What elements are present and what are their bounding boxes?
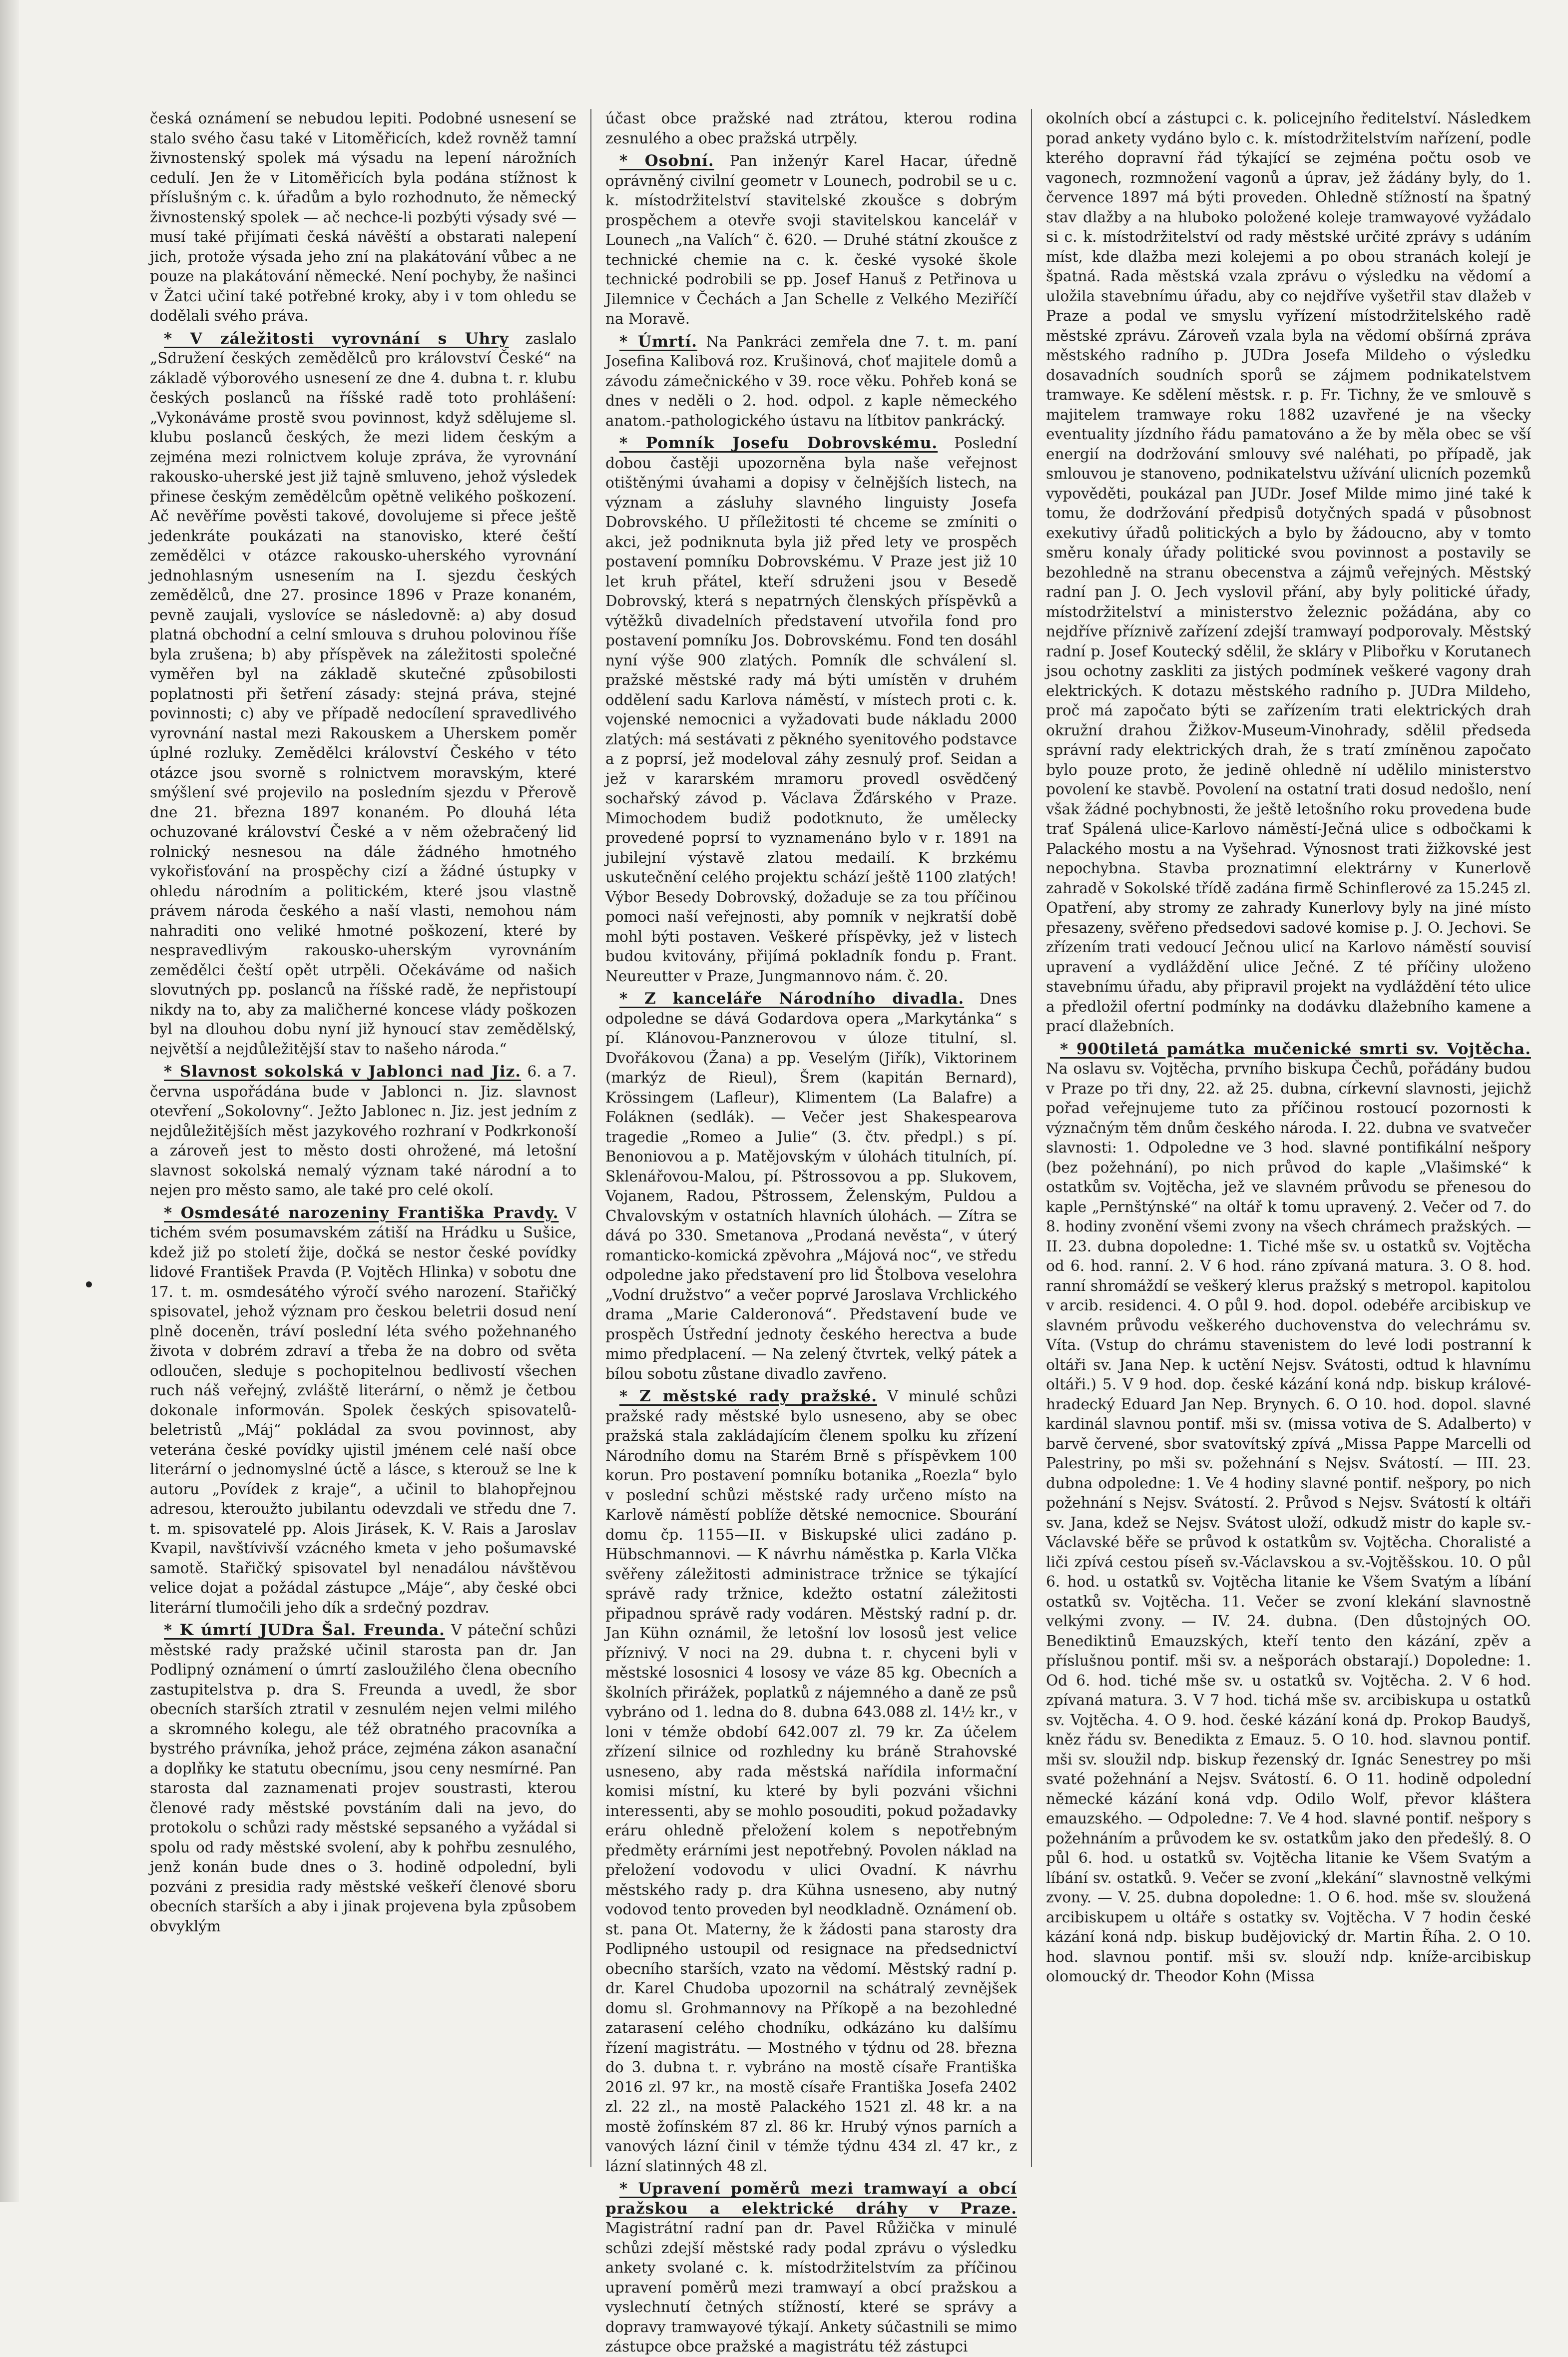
article-heading: * Osmdesáté narozeniny Františka Pravdy. [164,1203,559,1222]
article-text: Na oslavu sv. Vojtěcha, prvního biskupa Čechů, pořádány budou v Praze po tři dny, 22. až 25. dubna, církevní slavnosti, jejichž pořad veřejnujeme tuto za příčinou rostoucí pozornosti k význačným těm dnům českého národa. I. 22. dubna ve svatvečer slavnosti: 1. Odpoledne ve 3 hod. slavné pontifikální nešpory (bez požehnání), po nich průvod do kaple „Vlašimské“ k ostatkům sv. Vojtěcha, jež ve slavném průvodu se přenesou do kaple „Pernštýnské“ na oltář k tomu upravený. 2. Večer od 7. do 8. hodiny zvonění všemi zvony na všech chrámech pražských. — II. 23. dubna dopoledne: 1. Tiché mše sv. u ostatků sv. Vojtěcha od 6. hod. ranní. 2. V 6 hod. ráno zpívaná matura. 3. O 8. hod. ranní shromáždí se veškerý klerus pražský s metropol. kapitolou v arcib. residenci. 4. O půl 9. hod. dopol. odebéře arcibiskup ve slavném průvodu veškerého duchovenstva do velechrámu sv. Víta. (Vstup do chrámu stavenistem do levé lodi postranní k oltáři sv. Jana Nep. k uctění Nejsv. Svátosti, odtud k hlavnímu oltáři.) 5. V 9 hod. dop. české kázání koná ndp. biskup králové-hradecký Eduard Jan Nep. Brynych. 6. O 10. hod. dopol. slavné kardinál slavnou pontif. mši sv. (missa votiva de S. Adalberto) v barvě červené, sbor svatovítský zpívá „Missa Pappe Marcelli od Palestriny, po mši sv. požehnání s Nejsv. Svátostí. — III. 23. dubna odpoledne: 1. Ve 4 hodiny slavné pontif. nešpory, po nich požehnání s Nejsv. Svátostí. 2. Průvod s Nejsv. Svátostí k oltáři sv. Jana, kdež se Nejsv. Svátost uloží, odkudž mistr do kaple sv.-Václavské běře se průvod k ostatkům sv. Vojtěcha. Choralisté a liči zpívá cestou píseň sv.-Václavskou a sv.-Vojtěšskou. 10. O půl 6. hod. u ostatků sv. Vojtěcha litanie ke Všem Svatým a líbání ostatků sv. Vojtěcha. 11. Večer se zvoní klekání slavnostně velkými zvony. — IV. 24. dubna. (Den důstojných OO. Benediktinů Emauzských, kteří tento den kázání, zpěv a příslušnou pontif. mši sv. a nešporách obstarají.) Dopoledne: 1. Od 6. hod. tiché mše sv. u ostatků sv. Vojtěcha. 2. V 6 hod. zpívaná matura. 3. V 7 hod. tichá mše sv. arcibiskupa u ostatků sv. Vojtěcha. 4. O 9. hod. české kázání koná dp. Prokop Baudyš, kněz řádu sv. Benedikta z Emauz. 5. O 10. hod. slavnou pontif. mši sv. sloužil ndp. biskup řezenský dr. Ignác Senestrey po mši svaté požehnání a Nejsv. Svátostí. 6. O 11. hodině odpolední německé kázání koná vdp. Odilo Wolf, převor kláštera emauzského. — Odpoledne: 7. Ve 4 hod. slavné pontif. nešpory s požehnáním a průvodem ke sv. ostatkům jako den předešlý. 8. O půl 6. hod. u ostatků sv. Vojtěcha litanie ke Všem Svatým a líbání sv. ostatků. 9. Večer se zvoní „klekání“ slavnostně velkými zvony. — V. 25. dubna dopoledne: 1. O 6. hod. mše sv. sloužená arcibiskupem u oltáře s ostatky sv. Vojtěcha. V 7 hodin české kázání koná ndp. biskup budějovický dr. Martin Říha. 2. O 10. hod. slavnou pontif. mši sv. slouží ndp. kníže-arcibiskup olomoucký dr. Theodor Kohn (Missa [1046,1060,1531,1985]
article-paragraph [150,1621,576,1936]
article-paragraph [605,989,1017,1384]
article-heading: * Z kanceláře Národního divadla. [619,990,965,1008]
article-paragraph [605,332,1017,431]
article-paragraph [605,2179,1017,2357]
column-2 [590,109,1031,2355]
article-heading: * Z městské rady pražské. [619,1387,878,1405]
newspaper-columns [150,109,1531,2355]
article-heading: * 900tiletá památka mučenické smrti sv. Vojtěcha. [1060,1040,1531,1058]
article-heading: * Slavnost sokolská v Jablonci nad Jiz. [164,1063,522,1081]
article-text: česká oznámení se nebudou lepiti. Podobné usnesení se stalo svého času také v Litoměřicích, kdež rovněž tamní živnostenský spolek má výsadu na lepení nárožních cedulí. Jen že v Litoměřicích byla podána stížnost k příslušným c. k. úřadům a bylo rozhodnuto, že německý živnostenský spolek — ač nechce-li pozbýti výsady své — musí také přijímati česká návěští a obstarati nalepení jich, protože výsada jeho zní na plakátování vůbec a ne pouze na plakátování německé. Není pochyby, že našinci v Žatci učiní také potřebné kroky, aby i v tom ohledu se dodělali svého práva. [150,110,576,324]
article-text: Magistrátní radní pan dr. Pavel Růžička v minulé schůzi zdejší městské rady podal zprávu o výsledku ankety svolané c. k. místodržitelstvím za příčinou upravení poměrů mezi tramwayí a obcí pražskou a vyslechnutí četných stížností, které se správy a dopravy tramwayové týkají. Ankety súčastnili se mimo zástupce obce pražské a magistrátu též zástupci [605,2220,1017,2355]
column-3 [1031,109,1531,2167]
article-heading: * K úmrtí JUDra Šal. Freunda. [164,1621,445,1639]
article-paragraph [605,434,1017,986]
article-text: zaslalo „Sdružení českých zemědělců pro království České“ na základě výborového usnesení ze dne 4. dubna t. r. klubu českých poslanců na říšské radě toto prohlášení: „Vykonáváme prostě svou povinnost, když sdělujeme sl. klubu poslanců českých, že mezi lidem českým a zejména mezi rolnictvem koluje zpráva, že vyrovnání rakousko-uherské jest již tajně smluveno, jehož výsledek přinese českým zemědělcům opětně velikého poškození. Ač nevěříme pověsti takové, dovolujeme si přece ještě jedenkráte poukázati na stanovisko, které čeští zemědělci v otázce rakousko-uherského vyrovnání jednohlasným usnesením na I. sjezdu českých zemědělců, dne 27. prosince 1896 v Praze konaném, pevně zaujali, vyslovíce se následovně: a) aby dosud platná obchodní a celní smlouva s druhou polovinou říše byla zrušena; b) aby příspěvek na záležitosti společné vyměřen byl na základě skutečné způsobilosti poplatnosti při šetření zásady: stejná práva, stejné povinnosti; c) aby ve případě nedocílení spravedlivého vyrovnání nastal mezi Rakouskem a Uherskem poměr úplné rozluky. Zemědělci království Českého v této otázce jsou svorně s rolnictvem moravským, které smýšlení své projevilo na posledním sjezdu v Přerově dne 21. března 1897 konaném. Po dlouhá léta ochuzované království České a v něm ožebračený lid rolnický nesnesou na dále žádného hmotného vykořisťování na prospěchy cizí a žádné ústupky v ohledu národním a politickém, které jsou vlastně právem národa českého a naší vlasti, nemohou nám nahraditi ono veliké hmotné poškození, které by nespravedlivým rakousko-uherským vyrovnáním zemědělci čeští opět utrpěli. Očekáváme od našich slovutných pp. poslanců na říšské radě, že nepřistoupí nikdy na to, aby za maličherné koncese vlády poškozen byl na dlouhou dobu nyní již hynoucí stav zemědělský, největší a nejdůležitější stav to našeho národa.“ [150,330,576,1058]
article-text: Pan inženýr Karel Hacar, úředně oprávněný civilní geometr v Lounech, podrobil se u c. k. místodržitelství stavitelské zkoušce s dobrým prospěchem a otevře svoji stavitelskou kancelář v Lounech „na Valích“ č. 620. — Druhé státní zkoušce z technické chemie na c. k. české vysoké škole technické podrobili se pp. Josef Hanuš z Petřinova u Jilemnice v Čechách a Jan Schelle z Velkého Meziříčí na Moravě. [605,152,1017,327]
article-heading: * Úmrtí. [619,332,698,351]
article-heading: * Upravení poměrů mezi tramwayí a obcí pražskou a elektrické dráhy v Praze. [605,2180,1017,2218]
article-text: V páteční schůzi městské rady pražské učinil starosta pan dr. Jan Podlipný oznámení o úmrtí zasloužilého člena obecního zastupitelstva p. dra S. Freunda a uvedl, že sbor obecních starších ztratil v zesnulém nejen velmi milého a skromného kolegu, ale též obratného pracovníka a bystrého právníka, jehož práce, zejména zákon asanační a doplňky ke statutu obecnímu, jsou ceny nesmírné. Pan starosta dal zaznamenati projev soustrasti, kterou členové rady městské povstáním dali na jevo, do protokolu o schůzi rady městské sepsaného a vyžádal si spolu od rady městské svolení, aby k pohřbu zesnulého, jenž konán bude dnes o 3. hodině odpolední, byli pozváni z presidia rady městské veškeří členové sboru obecních starších a aby i jinak projevena byla způsobem obvyklým [150,1622,576,1935]
article-paragraph [150,329,576,1060]
article-paragraph [1046,109,1531,1037]
article-text: Dnes odpoledne se dává Godardova opera „Markytánka“ s pí. Klánovou-Panznerovou v úloze titulní, sl. Dvořákovou (Žana) a pp. Veselým (Jiřík), Viktorinem (markýz de Rieul), Šrem (kapitán Bernard), Krössingem (Lafleur), Klimentem (La Balafre) a Foláknen (sedlák). — Večer jest Shakespearova tragedie „Romeo a Julie“ (3. čtv. předpl.) s pí. Benoniovou a p. Matějovským v úlohách titulních, pí. Sklenářovou-Malou, pí. Pštrossovou a pp. Slukovem, Vojanem, Radou, Pštrossem, Želenským, Puldou a Chvalovským v ostatních hlavních úlohách. — Zítra se dává po 330. Smetanova „Prodaná nevěsta“, v úterý romanticko-komická zpěvohra „Májová noc“, ve středu odpoledne jako představení pro lid Štolbova veselohra „Vodní družstvo“ a večer poprvé Jaroslava Vrchlického drama „Marie Calderonová“. Představení bude ve prospěch Ústřední jednoty českého herectva a bude mimo předplacení. — Na zelený čtvrtek, velký pátek a bílou sobotu zůstane divadlo zavřeno. [605,990,1017,1382]
article-paragraph [605,151,1017,329]
article-text: V minulé schůzi pražské rady městské bylo usneseno, aby se obec pražská stala zakládajícím členem spolku ku zřízení Národního domu na Starém Brně s příspěvkem 100 korun. Pro postavení pomníku botanika „Roezla“ bylo v poslední schůzi městské rady určeno místo na Karlově náměstí poblíže dětské nemocnice. Sbourání domu čp. 1155—II. v Biskupské ulici zadáno p. Hübschmannovi. — K návrhu náměstka p. Karla Vlčka svěřeny záležitosti administrace tržnice se týkající správě rady tržnice, kdežto ostatní záležitosti připadnou správě rady vodáren. Městský radní p. dr. Jan Kühn oznámil, že letošní lov lososů jest velice příznivý. V noci na 29. dubna t. r. chyceni byli v městské lososnici 4 lososy ve váze 85 kg. Obecních a školních přirážek, poplatků z nájemného a daně ze psů vybráno od 1. ledna do 8. dubna 643.088 zl. 14½ kr., v loni v témže období 642.007 zl. 79 kr. Za účelem zřízení silnice od rozhledny ku bráně Strahovské usneseno, aby rada městská nařídila informační komisi místní, ku které by byli pozváni všichni interessenti, aby se mohlo posouditi, pokud požadavky eráru ohledně přeložení kolem s nepotřebným předměty erárními jest nepotřebný. Povolen náklad na přeložení vodovodu v ulici Ovadní. K návrhu městského rady p. dra Kühna usneseno, aby nutný vodovod tento proveden byl neodkladně. Oznámení ob. st. pana Ot. Materny, že k žádosti pana starosty dra Podlipného ustoupil od resignace na předsednictví obecního starších, vzato na vědomí. Městský radní p. dr. Karel Chudoba upozornil na schátralý zevnějšek domu sl. Grohmannovy na Příkopě a na bezohledné zatarasení celého chodníku, odkázáno ku dalšímu řízení magistrátu. — Mostného v týdnu od 28. března do 3. dubna t. r. vybráno na mostě císaře Františka 2016 zl. 97 kr., na mostě císaře Františka Josefa 2402 zl. 22 zl., na mostě Palackého 1521 zl. 48 kr. a na mostě žofínském 87 zl. 86 kr. Hrubý výnos parních a vanových lázní činil v témže týdnu 434 zl. 47 kr., z lázní slatinných 48 zl. [605,1388,1017,2175]
article-text: Poslední dobou častěji upozorněna byla naše veřejnost otištěnými úvahami a dopisy v čelnějších listech, na význam a zásluhy slavného linguisty Josefa Dobrovského. U příležitosti té chceme se zmíniti o akci, jež podniknuta byla již před lety ve prospěch postavení pomníku Dobrovskému. V Praze jest již 10 let kruh přátel, kteří sdruženi jsou v Besedě Dobrovský, která s nepatrných členských příspěvků a výtěžků divadelních představení utvořila fond pro postavení pomníku Jos. Dobrovskému. Fond ten dosáhl nyní výše 900 zlatých. Pomník dle schválení sl. pražské městské rady má býti umístěn v druhém oddělení sadu Karlova náměstí, v místech proti c. k. vojenské nemocnici a vyžadovati bude nákladu 2000 zlatých: má sestávati z pěkného syenitového podstavce a z poprsí, jež modeloval záhy zesnulý prof. Seidan a jež v kararském mramoru provedl osvědčený sochařský závod p. Václava Žďárského v Praze. Mimochodem budiž podotknuto, že umělecky provedené poprsí to vyznamenáno bylo v r. 1891 na jubilejní výstavě zlatou medailí. K brzkému uskutečnění celého projektu schází ještě 1100 zlatých! Výbor Besedy Dobrovský, dožaduje se za tou příčinou pomoci naší veřejnosti, aby pomník v nejkratší době mohl býti postaven. Veškeré příspěvky, jež v listech budou kvitovány, přijímá pokladník fondu p. Frant. Neureutter v Praze, Jungmannovo nám. č. 20. [605,435,1017,985]
article-text: účast obce pražské nad ztrátou, kterou rodina zesnulého a obec pražská utrpěly. [605,110,1017,147]
article-paragraph [150,109,576,326]
page-edge [0,0,19,2202]
article-paragraph [150,1203,576,1618]
article-heading: * Pomník Josefu Dobrovskému. [619,434,938,452]
column-1 [150,109,590,2167]
article-paragraph [150,1062,576,1200]
article-paragraph [605,109,1017,148]
article-heading: * V záležitosti vyrovnání s Uhry [164,329,509,348]
article-paragraph [1046,1040,1531,1987]
article-text: V tichém svém posumavském zátiší na Hrádku u Sušice, kdež již po století žije, dočká se nestor české povídky lidové František Pravda (P. Vojtěch Hlinka) v sobotu dne 17. t. m. osmdesátého výročí svého narození. Stařičký spisovatel, jehož význam pro českou beletrii dosud není plně doceněn, tráví poslední léta svého požehnaného života v dobrém zdraví a třeba že na dobro od světa odloučen, sleduje s pochopitelnou bedlivostí všechen ruch náš veřejný, zvláště literární, o němž je četbou dokonale informován. Spolek českých spisovatelů-beletristů „Máj“ pokládal za svou povinnost, aby veterána české povídky ujistil jménem celé naší obce literární o jednomyslné úctě a lásce, s kterouž se lne k autoru „Povídek z kraje“, a učinil to blahopřejnou adresou, kteroužto jubilantu odevzdali ve středu dne 7. t. m. spisovatelé pp. Alois Jirásek, K. V. Rais a Jaroslav Kvapil, navštívivší vzácného kmeta v jeho pošumavské samotě. Stařičký spisovatel byl nenadálou návštěvou velice dojat a požádal zástupce „Máje“, aby české obci literární tlumočili jeho dík a srdečný pozdrav. [150,1204,576,1616]
article-text: 6. a 7. června uspořádána bude v Jablonci n. Jiz. slavnost otevření „Sokolovny“. Ježto Jablonec n. Jiz. jest jedním z nejdůležitějších měst jazykového rozhraní v Podkrkonoší a zároveň jest to město dosti ohrožené, má letošní slavnost sokolská nemalý význam také národní a to nejen pro město samo, ale také pro celé okolí. [150,1063,576,1198]
article-text: okolních obcí a zástupci c. k. policejního ředitelství. Následkem porad ankety vydáno bylo c. k. místodržitelstvím nařízení, podle kterého dopravní řád týkající se zejména počtu osob ve vagonech, rozmnožení vagonů a úprav, jež žádány byly, do 1. července 1897 má býti proveden. Ohledně stížností na špatný stav dlažby a na hluboko položené koleje tramwayové vyžádalo si c. k. místodržitelství od rady městské určité zprávy s udáním míst, kde dlažba mezi kolejemi a po obou stranách kolejí je špatná. Rada městská vzala zprávu o výsledku na vědomí a uložila stavebnímu úřadu, aby co nejdříve vyšetřil stav dlažeb v Praze a podal ve smyslu vyřízení místodržitelského radě městské zprávu. Zároveň vzala byla na vědomí obšírná zpráva městského radního p. JUDra Josefa Mildeho o výsledku dosavadních soudních sporů se zájmem podnikatelstvem tramwaye. Ke sdělení městsk. r. p. Fr. Tichny, že ve smlouvě s majitelem tramwaye roku 1882 uzavřené je na všecky eventuality jízdního řádu pamatováno a že by měla obec se vší energií na dodržování smlouvy své naléhati, po případě, jak smlouvou je stanoveno, podnikatelstvu užívání ulicních pozemků vypověděti, poukázal pan JUDr. Josef Milde mimo jiné také k tomu, že dodržování předpisů dotyčných spadá v působnost exekutivy úřadů politických a bylo by žádoucno, aby v tomto směru konaly úřady politické svou povinnost a postavily se bezohledně na stranu obecenstva a zájmů veřejných. Městský radní pan J. O. Jech vyslovil přání, aby byly politické úřady, místodržitelství a ministerstvo železnic požádána, aby co nejdříve příznivě zařízení zdejší tramwayí podporovaly. Městský radní p. Josef Koutecký sdělil, že skláry v Plibořku v Korutanech jsou ochotny zaskliti za jistých podmínek veškeré vagony drah elektrických. K dotazu městského radního p. JUDra Mildeho, proč má započato býti se zařízením trati elektrických drah okružní drahou Žižkov-Museum-Vinohrady, sdělil předseda správní rady elektrických drah, že s tratí zmíněnou započato bylo pouze proto, že jedině ohledně ní udělilo ministerstvo povolení ke stavbě. Povolení na ostatní trati dosud nedošlo, není však žádné pochybnosti, že ještě letošního roku provedena bude trať Spálená ulice-Karlovo náměstí-Ječná ulice s odbočkami k Palackého mostu a na Vyšehrad. Výnosnost trati žižkovské jest nepochybna. Stavba proznatimní elektrárny v Kunerlově zahradě v Sokolské třídě zadána firmě Schinflerové za 15.245 zl. Opatření, aby stromy ze zahrady Kunerlovy byly na jiné místo přesazeny, svěřeno předsedovi sadové komise p. J. O. Jechovi. Se zřízením trati vedoucí Ječnou ulicí na Karlovo náměstí souvisí upravení a vydláždění ulice Ječné. Z té příčiny uloženo stavebnímu úřadu, aby připravil projekt na vydláždění této ulice a předložil ofertní podmínky na dodávku dlažebního kamene a prací dlažebních. [1046,110,1531,1035]
article-paragraph [605,1387,1017,2176]
article-text: Na Pankráci zemřela dne 7. t. m. paní Josefina Kalibová roz. Krušinová, choť majitele domů a závodu zámečnického v 39. roce věku. Pohřeb koná se dnes v neděli o 2. hod. odpol. z kaple německého anatom.-pathologického ústavu na lítbitov pankrácký. [605,333,1017,429]
margin-dot [86,1281,92,1287]
article-heading: * Osobní. [619,152,714,170]
